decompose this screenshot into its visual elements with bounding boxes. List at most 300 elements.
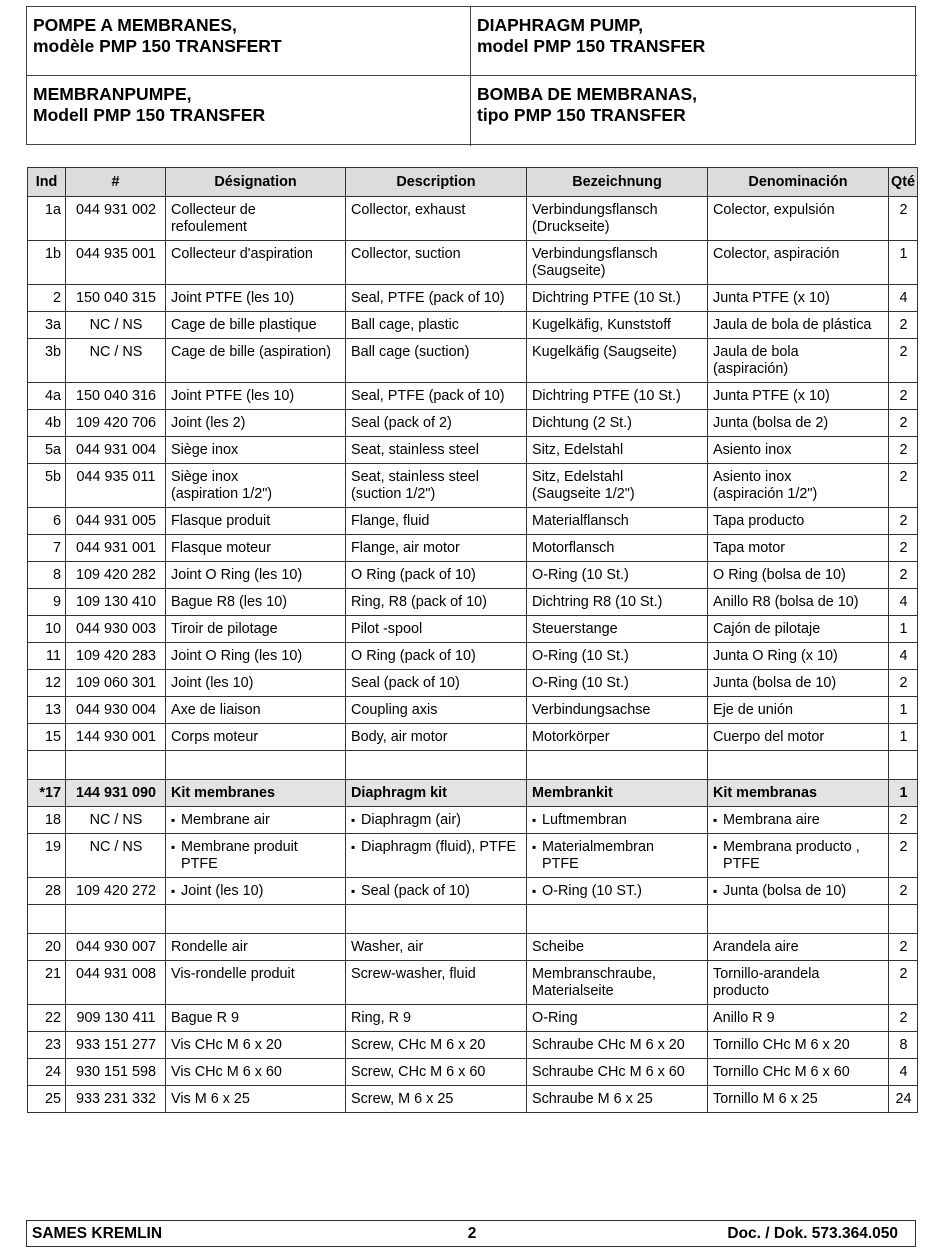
part-number-cell: [66, 961, 166, 1005]
designation-fr-cell: [166, 780, 346, 807]
designation-fr: Collecteur de refoulement: [171, 202, 256, 235]
row-index: 3a: [44, 317, 61, 333]
designation-fr-cell: [166, 197, 346, 241]
table-row: [28, 697, 918, 724]
row-index-cell: [28, 643, 66, 670]
denominacion-es-cell: [708, 562, 889, 589]
kit-row: [28, 780, 918, 807]
designation-fr-cell: [166, 616, 346, 643]
denominacion-es: Anillo R8 (bolsa de 10): [713, 594, 859, 610]
quantity-cell: [889, 697, 918, 724]
part-number: 109 420 706: [75, 415, 157, 431]
bezeichnung-de: Sitz, Edelstahl (Saugseite 1/2"): [532, 469, 635, 502]
denominacion-es-cell: [708, 697, 889, 724]
bezeichnung-de: ▪ O-Ring (10 ST.): [532, 883, 703, 900]
part-number-cell: [66, 878, 166, 905]
bezeichnung-de-cell: [527, 751, 708, 780]
designation-fr: Cage de bille (aspiration): [171, 344, 331, 360]
bezeichnung-de: Verbindungsachse: [532, 702, 651, 718]
denominacion-es: Tapa producto: [713, 513, 805, 529]
part-number-cell: [66, 1032, 166, 1059]
row-index: 15: [44, 729, 61, 745]
part-number: 044 931 004: [75, 442, 157, 458]
designation-fr: Flasque produit: [171, 513, 271, 529]
row-index: 20: [44, 939, 61, 955]
denominacion-es: Tornillo-arandela producto: [713, 966, 820, 999]
row-index-cell: [28, 1032, 66, 1059]
quantity-cell: [889, 1059, 918, 1086]
designation-fr: ▪ Joint (les 10): [171, 883, 341, 900]
description-en-cell: [346, 934, 527, 961]
row-index: 3b: [44, 344, 61, 360]
denominacion-es-cell: [708, 751, 889, 780]
denominacion-es: Asiento inox: [713, 442, 792, 458]
bezeichnung-de: Verbindungsflansch (Saugseite): [532, 246, 658, 279]
description-en: Collector, exhaust: [351, 202, 466, 218]
table-row: [28, 724, 918, 751]
part-number-cell: [66, 383, 166, 410]
denominacion-es: Asiento inox (aspiración 1/2"): [713, 469, 818, 502]
designation-fr: ▪ Membrane air: [171, 812, 341, 829]
page-footer: [26, 1220, 916, 1247]
quantity-cell: [889, 285, 918, 312]
description-en-cell: [346, 508, 527, 535]
quantity: 24: [895, 1091, 912, 1107]
denominacion-es-cell: [708, 961, 889, 1005]
bezeichnung-de: Scheibe: [532, 939, 585, 955]
row-index: 21: [44, 966, 61, 982]
quantity-cell: [889, 241, 918, 285]
quantity-cell: [889, 834, 918, 878]
designation-fr-cell: [166, 383, 346, 410]
description-en-cell: [346, 1086, 527, 1113]
designation-fr-cell: [166, 1086, 346, 1113]
bezeichnung-de: Steuerstange: [532, 621, 618, 637]
bezeichnung-de-cell: [527, 834, 708, 878]
part-number: 109 130 410: [75, 594, 157, 610]
denominacion-es-cell: [708, 589, 889, 616]
denominacion-es-cell: [708, 508, 889, 535]
col-header-number: #: [66, 168, 166, 197]
title-fr: [27, 7, 471, 76]
quantity: 2: [899, 567, 908, 583]
description-en: Flange, air motor: [351, 540, 460, 556]
row-index-cell: [28, 751, 66, 780]
row-index-cell: [28, 724, 66, 751]
part-number: NC / NS: [89, 839, 143, 855]
description-en-cell: [346, 834, 527, 878]
designation-fr-cell: [166, 589, 346, 616]
title-en-line2: model PMP 150 TRANSFER: [477, 36, 706, 56]
denominacion-es-cell: [708, 724, 889, 751]
row-index-cell: [28, 312, 66, 339]
row-index: 19: [44, 839, 61, 855]
part-number-cell: [66, 285, 166, 312]
denominacion-es-cell: [708, 312, 889, 339]
row-index-cell: [28, 589, 66, 616]
part-number-cell: [66, 670, 166, 697]
part-number: 909 130 411: [76, 1010, 156, 1026]
denominacion-es-cell: [708, 643, 889, 670]
bezeichnung-de: Kugelkäfig (Saugseite): [532, 344, 677, 360]
row-index: 8: [52, 567, 61, 583]
description-en: O Ring (pack of 10): [351, 567, 476, 583]
denominacion-es: Junta (bolsa de 10): [713, 675, 837, 691]
col-header-qty: Qté: [889, 168, 918, 197]
quantity: 2: [899, 317, 908, 333]
quantity: 2: [899, 839, 908, 855]
description-en-cell: [346, 751, 527, 780]
designation-fr: Collecteur d'aspiration: [171, 246, 313, 262]
denominacion-es: Tornillo M 6 x 25: [713, 1091, 818, 1107]
denominacion-es: ▪ Junta (bolsa de 10): [713, 883, 884, 900]
row-index-cell: [28, 616, 66, 643]
designation-fr: Vis CHc M 6 x 20: [171, 1037, 282, 1053]
row-index: 4b: [44, 415, 61, 431]
designation-fr: Vis M 6 x 25: [171, 1091, 250, 1107]
designation-fr: Corps moteur: [171, 729, 259, 745]
part-number-cell: [66, 535, 166, 562]
denominacion-es: Tapa motor: [713, 540, 785, 556]
row-index-cell: [28, 1005, 66, 1032]
part-number-cell: [66, 437, 166, 464]
quantity: 1: [899, 785, 908, 801]
description-en: Screw-washer, fluid: [351, 966, 476, 982]
bezeichnung-de-cell: [527, 697, 708, 724]
description-en: Coupling axis: [351, 702, 438, 718]
table-row: [28, 834, 918, 878]
denominacion-es: Cajón de pilotaje: [713, 621, 821, 637]
description-en: Screw, CHc M 6 x 60: [351, 1064, 486, 1080]
denominacion-es: Junta PTFE (x 10): [713, 388, 830, 404]
row-index-cell: [28, 905, 66, 934]
quantity: 4: [899, 648, 908, 664]
row-index: 12: [44, 675, 61, 691]
designation-fr-cell: [166, 339, 346, 383]
col-header-description: Description: [346, 168, 527, 197]
row-index: 13: [44, 702, 61, 718]
denominacion-es: Jaula de bola de plástica: [713, 317, 872, 333]
title-de-line2: Modell PMP 150 TRANSFER: [33, 105, 266, 125]
designation-fr-cell: [166, 1032, 346, 1059]
row-index: 9: [52, 594, 61, 610]
quantity: 4: [899, 1064, 908, 1080]
row-index: 1b: [44, 246, 61, 262]
designation-fr: Vis-rondelle produit: [171, 966, 295, 982]
title-en: [471, 7, 917, 76]
quantity: 2: [899, 966, 908, 982]
designation-fr: Joint PTFE (les 10): [171, 388, 295, 404]
bezeichnung-de-cell: [527, 383, 708, 410]
quantity: 4: [899, 594, 908, 610]
table-row: [28, 464, 918, 508]
document-header: [26, 6, 916, 145]
table-row: [28, 1086, 918, 1113]
table-row: [28, 562, 918, 589]
part-number: NC / NS: [89, 812, 143, 828]
row-index-cell: [28, 437, 66, 464]
denominacion-es-cell: [708, 670, 889, 697]
title-es-line2: tipo PMP 150 TRANSFER: [477, 105, 686, 125]
designation-fr: Bague R 9: [171, 1010, 240, 1026]
description-en-cell: [346, 724, 527, 751]
quantity-cell: [889, 961, 918, 1005]
row-index-cell: [28, 1059, 66, 1086]
part-number-cell: [66, 562, 166, 589]
bezeichnung-de: O-Ring (10 St.): [532, 567, 629, 583]
title-fr-line2: modèle PMP 150 TRANSFERT: [33, 36, 282, 56]
denominacion-es-cell: [708, 1032, 889, 1059]
part-number-cell: [66, 1086, 166, 1113]
denominacion-es: Arandela aire: [713, 939, 799, 955]
bezeichnung-de-cell: [527, 780, 708, 807]
bezeichnung-de: Schraube M 6 x 25: [532, 1091, 653, 1107]
bezeichnung-de: Sitz, Edelstahl: [532, 442, 624, 458]
description-en-cell: [346, 697, 527, 724]
part-number-cell: [66, 312, 166, 339]
quantity-cell: [889, 905, 918, 934]
description-en: Diaphragm kit: [351, 785, 447, 801]
bezeichnung-de: Dichtring PTFE (10 St.): [532, 388, 681, 404]
description-en: Screw, CHc M 6 x 20: [351, 1037, 486, 1053]
designation-fr-cell: [166, 961, 346, 1005]
denominacion-es-cell: [708, 410, 889, 437]
description-en-cell: [346, 339, 527, 383]
designation-fr: Siège inox (aspiration 1/2"): [171, 469, 273, 502]
denominacion-es-cell: [708, 464, 889, 508]
part-number: 150 040 316: [75, 388, 157, 404]
col-header-ind: Ind: [28, 168, 66, 197]
part-number-cell: [66, 589, 166, 616]
designation-fr-cell: [166, 241, 346, 285]
denominacion-es-cell: [708, 878, 889, 905]
part-number-cell: [66, 241, 166, 285]
description-en-cell: [346, 643, 527, 670]
description-en: ▪ Diaphragm (air): [351, 812, 522, 829]
denominacion-es: Anillo R 9: [713, 1010, 775, 1026]
part-number-cell: [66, 410, 166, 437]
description-en-cell: [346, 535, 527, 562]
row-index-cell: [28, 1086, 66, 1113]
quantity-cell: [889, 724, 918, 751]
designation-fr-cell: [166, 410, 346, 437]
description-en: Seal (pack of 10): [351, 675, 460, 691]
description-en: Seal (pack of 2): [351, 415, 452, 431]
description-en: ▪ Seal (pack of 10): [351, 883, 522, 900]
row-index: 23: [44, 1037, 61, 1053]
bezeichnung-de-cell: [527, 1005, 708, 1032]
quantity: 2: [899, 883, 908, 899]
title-en-line1: DIAPHRAGM PUMP,: [477, 15, 643, 35]
designation-fr: Tiroir de pilotage: [171, 621, 278, 637]
footer-doc-number: Doc. / Dok. 573.364.050: [727, 1225, 898, 1242]
bezeichnung-de-cell: [527, 589, 708, 616]
row-index: 28: [44, 883, 61, 899]
row-index-cell: [28, 878, 66, 905]
row-index-cell: [28, 670, 66, 697]
description-en-cell: [346, 241, 527, 285]
description-en: Ring, R 9: [351, 1010, 411, 1026]
title-es-line1: BOMBA DE MEMBRANAS,: [477, 84, 698, 104]
bezeichnung-de: Motorkörper: [532, 729, 610, 745]
designation-fr: Joint (les 10): [171, 675, 254, 691]
row-index: 25: [44, 1091, 61, 1107]
bezeichnung-de: Kugelkäfig, Kunststoff: [532, 317, 671, 333]
designation-fr: Kit membranes: [171, 785, 275, 801]
table-row: [28, 670, 918, 697]
row-index-cell: [28, 562, 66, 589]
description-en-cell: [346, 878, 527, 905]
description-en: Collector, suction: [351, 246, 461, 262]
table-row: [28, 285, 918, 312]
table-row: [28, 1005, 918, 1032]
bezeichnung-de: ▪ Materialmembran PTFE: [532, 839, 703, 873]
denominacion-es-cell: [708, 437, 889, 464]
description-en: Flange, fluid: [351, 513, 430, 529]
denominacion-es-cell: [708, 285, 889, 312]
quantity-cell: [889, 197, 918, 241]
description-en-cell: [346, 312, 527, 339]
part-number-cell: [66, 780, 166, 807]
denominacion-es: Junta PTFE (x 10): [713, 290, 830, 306]
description-en-cell: [346, 1032, 527, 1059]
denominacion-es-cell: [708, 241, 889, 285]
quantity-cell: [889, 807, 918, 834]
part-number-cell: [66, 834, 166, 878]
designation-fr-cell: [166, 1059, 346, 1086]
row-index-cell: [28, 285, 66, 312]
quantity: 2: [899, 388, 908, 404]
description-en: Ball cage (suction): [351, 344, 470, 360]
col-header-designation: Désignation: [166, 168, 346, 197]
description-en-cell: [346, 780, 527, 807]
quantity-cell: [889, 464, 918, 508]
bezeichnung-de: Schraube CHc M 6 x 60: [532, 1064, 685, 1080]
description-en-cell: [346, 905, 527, 934]
description-en-cell: [346, 383, 527, 410]
row-index-cell: [28, 383, 66, 410]
table-row: [28, 241, 918, 285]
designation-fr: Cage de bille plastique: [171, 317, 317, 333]
bezeichnung-de-cell: [527, 724, 708, 751]
description-en: ▪ Diaphragm (fluid), PTFE: [351, 839, 522, 856]
part-number: 044 930 003: [75, 621, 157, 637]
description-en-cell: [346, 1005, 527, 1032]
quantity: 1: [899, 702, 908, 718]
bezeichnung-de-cell: [527, 410, 708, 437]
designation-fr: Axe de liaison: [171, 702, 261, 718]
part-number: 144 930 001: [75, 729, 157, 745]
title-fr-line1: POMPE A MEMBRANES,: [33, 15, 237, 35]
footer-company: SAMES KREMLIN: [32, 1225, 163, 1242]
part-number: 044 930 007: [75, 939, 157, 955]
designation-fr-cell: [166, 724, 346, 751]
bezeichnung-de: O-Ring (10 St.): [532, 648, 629, 664]
description-en: Screw, M 6 x 25: [351, 1091, 454, 1107]
quantity-cell: [889, 1032, 918, 1059]
row-index: 22: [44, 1010, 61, 1026]
part-number-cell: [66, 197, 166, 241]
designation-fr-cell: [166, 643, 346, 670]
table-row: [28, 807, 918, 834]
designation-fr-cell: [166, 562, 346, 589]
part-number-cell: [66, 1059, 166, 1086]
quantity: 1: [899, 621, 908, 637]
bezeichnung-de-cell: [527, 934, 708, 961]
quantity-cell: [889, 312, 918, 339]
table-row: [28, 1032, 918, 1059]
table-row: [28, 1059, 918, 1086]
part-number-cell: [66, 643, 166, 670]
quantity: 2: [899, 415, 908, 431]
part-number-cell: [66, 464, 166, 508]
row-index-cell: [28, 807, 66, 834]
row-index: 10: [44, 621, 61, 637]
bezeichnung-de-cell: [527, 1032, 708, 1059]
denominacion-es-cell: [708, 535, 889, 562]
description-en-cell: [346, 562, 527, 589]
part-number-cell: [66, 751, 166, 780]
designation-fr-cell: [166, 807, 346, 834]
denominacion-es-cell: [708, 1086, 889, 1113]
designation-fr: Joint O Ring (les 10): [171, 648, 303, 664]
designation-fr: Joint O Ring (les 10): [171, 567, 303, 583]
part-number: 933 151 277: [75, 1037, 157, 1053]
quantity-cell: [889, 1005, 918, 1032]
bezeichnung-de: O-Ring (10 St.): [532, 675, 629, 691]
bezeichnung-de: Dichtung (2 St.): [532, 415, 632, 431]
denominacion-es: Jaula de bola (aspiración): [713, 344, 799, 377]
quantity: 2: [899, 1010, 908, 1026]
bezeichnung-de-cell: [527, 905, 708, 934]
row-index-cell: [28, 410, 66, 437]
col-header-denominacion: Denominación: [708, 168, 889, 197]
denominacion-es-cell: [708, 834, 889, 878]
bezeichnung-de: Schraube CHc M 6 x 20: [532, 1037, 685, 1053]
denominacion-es-cell: [708, 780, 889, 807]
quantity-cell: [889, 670, 918, 697]
row-index-cell: [28, 961, 66, 1005]
quantity-cell: [889, 643, 918, 670]
row-index-cell: [28, 697, 66, 724]
denominacion-es: O Ring (bolsa de 10): [713, 567, 846, 583]
bezeichnung-de-cell: [527, 285, 708, 312]
description-en-cell: [346, 437, 527, 464]
quantity: 2: [899, 202, 908, 218]
part-number: 933 231 332: [75, 1091, 157, 1107]
table-row: [28, 643, 918, 670]
description-en: Pilot -spool: [351, 621, 423, 637]
part-number-cell: [66, 934, 166, 961]
row-index: 1a: [44, 202, 61, 218]
quantity-cell: [889, 437, 918, 464]
row-index: 7: [52, 540, 61, 556]
table-header-row: [28, 168, 918, 197]
description-en-cell: [346, 589, 527, 616]
part-number: 930 151 598: [75, 1064, 157, 1080]
denominacion-es: Eje de unión: [713, 702, 794, 718]
parts-table: [27, 167, 918, 1113]
designation-fr-cell: [166, 905, 346, 934]
denominacion-es: Junta (bolsa de 2): [713, 415, 829, 431]
description-en: Ring, R8 (pack of 10): [351, 594, 487, 610]
quantity-cell: [889, 780, 918, 807]
bezeichnung-de: O-Ring: [532, 1010, 578, 1026]
part-number-cell: [66, 807, 166, 834]
table-row: [28, 339, 918, 383]
description-en-cell: [346, 807, 527, 834]
description-en-cell: [346, 670, 527, 697]
